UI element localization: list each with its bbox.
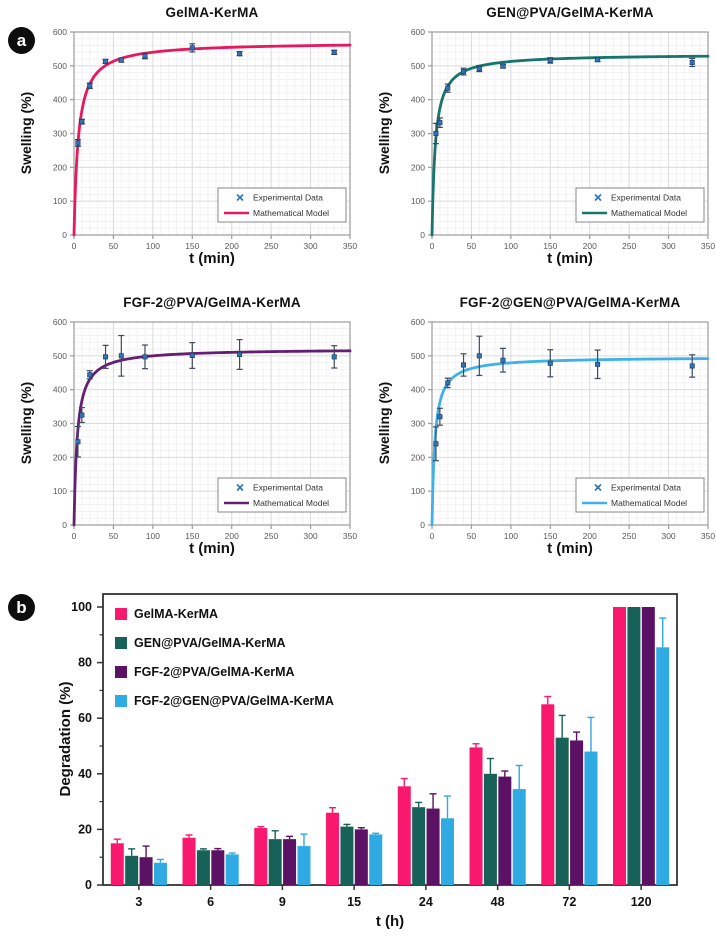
svg-text:40: 40 [78,766,92,781]
y-axis-label: Swelling (%) [376,381,392,465]
swelling-plot-gen-pva [358,0,716,290]
svg-text:150: 150 [543,531,558,541]
svg-text:6: 6 [207,895,215,909]
x-axis-label: t (min) [547,250,593,267]
x-axis-label: t (min) [189,250,235,267]
x-axis-label: t (h) [375,913,405,930]
svg-text:350: 350 [342,241,358,251]
chart-title: FGF-2@PVA/GelMA-KerMA [123,295,301,310]
svg-text:100: 100 [71,600,92,614]
svg-text:600: 600 [410,317,425,327]
svg-text:200: 200 [582,531,597,541]
svg-text:0: 0 [85,878,92,892]
svg-text:0: 0 [62,230,67,240]
svg-text:500: 500 [410,350,425,361]
legend-item [115,628,334,657]
svg-text:20: 20 [78,822,92,837]
svg-text:400: 400 [410,94,425,105]
svg-text:300: 300 [52,418,67,429]
svg-text:400: 400 [410,384,425,395]
bar-legend [115,599,334,715]
svg-text:0: 0 [420,520,425,530]
svg-text:15: 15 [347,895,362,909]
svg-text:200: 200 [582,241,597,251]
svg-text:Mathematical Model: Mathematical Model [611,208,688,218]
svg-text:300: 300 [410,418,425,429]
swelling-chart-cell-fgf2-gen-pva [358,290,716,580]
svg-text:Mathematical Model: Mathematical Model [253,498,330,508]
svg-text:24: 24 [418,895,433,909]
svg-text:60: 60 [78,711,92,726]
y-axis-label: Swelling (%) [18,381,34,465]
swelling-chart-cell-fgf2-pva [0,290,358,580]
legend-item [115,686,334,715]
svg-text:150: 150 [185,241,200,251]
legend [218,188,346,222]
svg-text:300: 300 [303,241,318,251]
legend-swatch [115,608,127,620]
svg-text:0: 0 [429,531,435,541]
svg-text:50: 50 [466,241,477,251]
svg-text:80: 80 [78,655,92,670]
y-axis-label: Degradation (%) [57,681,74,797]
svg-text:300: 300 [303,531,318,541]
svg-text:300: 300 [661,241,676,251]
svg-text:0: 0 [71,241,77,251]
svg-text:Mathematical Model: Mathematical Model [611,498,688,508]
swelling-plot-fgf2-gen-pva [358,290,716,580]
svg-text:9: 9 [278,895,286,909]
svg-text:3: 3 [135,895,143,909]
legend-label: FGF-2@PVA/GelMA-KerMA [134,664,295,679]
legend-item [115,599,334,628]
svg-text:300: 300 [661,531,676,541]
experimental-points [433,336,695,461]
legend-swatch [115,666,127,678]
svg-text:200: 200 [224,531,239,541]
svg-text:100: 100 [410,196,425,207]
chart-title: FGF-2@GEN@PVA/GelMA-KerMA [459,295,681,310]
svg-text:0: 0 [429,241,435,251]
svg-text:0: 0 [71,531,77,541]
svg-text:Experimental Data: Experimental Data [611,192,681,203]
y-axis-label: Swelling (%) [376,91,392,175]
legend-swatch [115,695,127,707]
svg-text:50: 50 [108,531,119,541]
svg-text:0: 0 [420,230,425,240]
svg-text:300: 300 [410,128,425,139]
swelling-plot-fgf2-pva [0,290,358,580]
svg-text:200: 200 [52,452,67,463]
svg-text:100: 100 [52,196,67,207]
svg-text:Experimental Data: Experimental Data [253,192,323,203]
panel-b-badge: b [8,594,35,621]
svg-text:400: 400 [52,384,67,395]
svg-text:100: 100 [52,486,67,497]
svg-text:500: 500 [52,60,67,71]
svg-text:72: 72 [562,895,577,909]
chart-title: GelMA-KerMA [165,5,259,20]
svg-text:150: 150 [185,531,200,541]
svg-text:200: 200 [52,162,67,173]
svg-text:50: 50 [108,241,119,251]
svg-text:100: 100 [503,531,518,541]
panel-a-badge: a [8,27,35,54]
svg-text:250: 250 [622,531,637,541]
x-axis-label: t (min) [547,540,593,557]
legend-label: FGF-2@GEN@PVA/GelMA-KerMA [134,693,334,708]
svg-text:100: 100 [410,486,425,497]
svg-text:500: 500 [52,350,67,361]
svg-text:600: 600 [52,317,67,327]
y-axis-label: Swelling (%) [18,91,34,175]
legend-label: GelMA-KerMA [134,606,219,621]
svg-text:500: 500 [410,60,425,71]
experimental-points [433,58,695,144]
legend [218,478,346,512]
svg-text:600: 600 [52,27,67,37]
svg-text:250: 250 [264,531,279,541]
legend [576,188,704,222]
chart-title: GEN@PVA/GelMA-KerMA [486,5,654,20]
svg-text:Mathematical Model: Mathematical Model [253,208,330,218]
svg-text:Experimental Data: Experimental Data [253,482,323,493]
svg-text:250: 250 [622,241,637,251]
svg-text:120: 120 [630,895,652,909]
swelling-plot-gelma-kerma [0,0,358,290]
degradation-bar-plot [0,575,716,944]
svg-text:50: 50 [466,531,477,541]
svg-text:150: 150 [543,241,558,251]
svg-text:350: 350 [700,531,716,541]
legend [576,478,704,512]
svg-text:100: 100 [145,241,160,251]
svg-text:200: 200 [410,452,425,463]
legend-swatch [115,637,127,649]
svg-text:200: 200 [224,241,239,251]
x-axis-label: t (min) [189,540,235,557]
svg-text:250: 250 [264,241,279,251]
svg-text:300: 300 [52,128,67,139]
svg-text:100: 100 [503,241,518,251]
swelling-chart-cell-gen-pva [358,0,716,290]
svg-text:Experimental Data: Experimental Data [611,482,681,493]
legend-item [115,657,334,686]
degradation-chart-panel [0,575,716,944]
svg-text:350: 350 [700,241,716,251]
svg-text:400: 400 [52,94,67,105]
svg-text:600: 600 [410,27,425,37]
svg-text:48: 48 [490,895,505,909]
svg-text:350: 350 [342,531,358,541]
swelling-chart-cell-gelma-kerma [0,0,358,290]
svg-text:0: 0 [62,520,67,530]
legend-label: GEN@PVA/GelMA-KerMA [134,635,286,650]
svg-text:200: 200 [410,162,425,173]
svg-text:100: 100 [145,531,160,541]
